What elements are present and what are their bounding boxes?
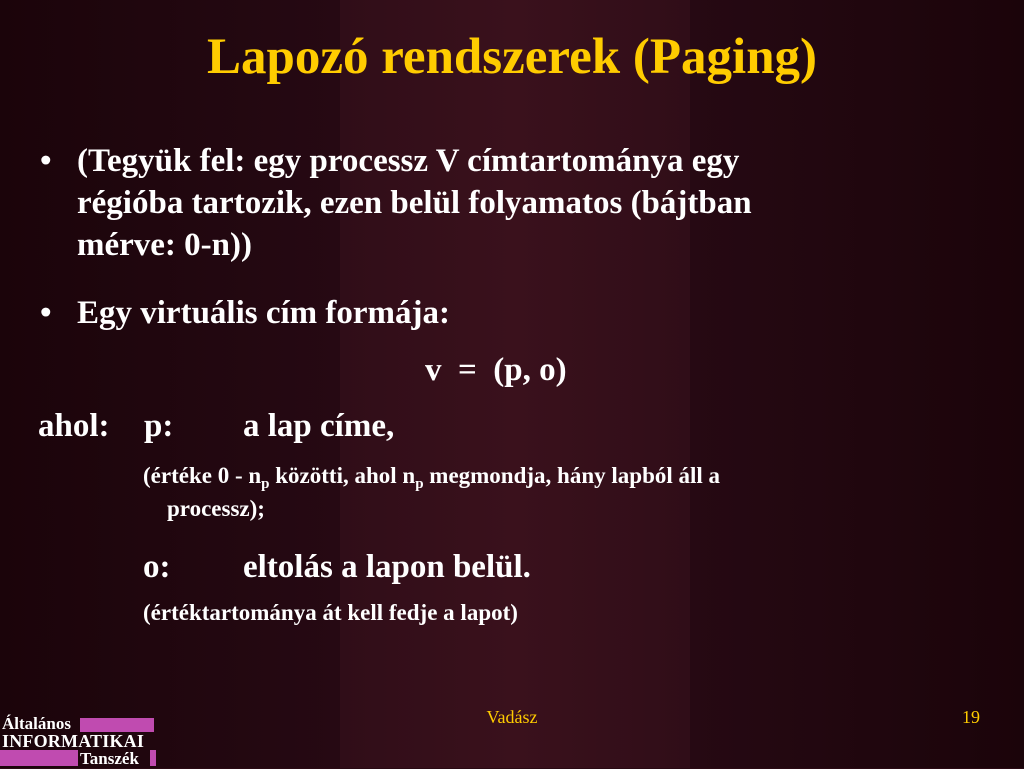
bullet-text <box>77 292 450 334</box>
department-logo <box>0 714 156 768</box>
footer-page-number: 19 <box>962 707 980 727</box>
bullet-line: mérve: 0-n)) <box>77 227 252 263</box>
p-note-subscript: p <box>261 476 270 492</box>
slide-title: Lapozó rendszerek (Paging) <box>206 29 818 85</box>
bullet-assumption <box>40 140 980 270</box>
bullet-line: régióba tartozik, ezen belül folyamatos (bájtban <box>77 185 752 221</box>
p-note-subscript: p <box>415 476 424 492</box>
logo-accent-bar <box>80 718 154 732</box>
footer-author: Vadász <box>486 707 538 727</box>
where-lead: ahol: <box>38 408 110 444</box>
logo-line-3: Tanszék <box>80 749 139 768</box>
p-label: p: <box>144 408 174 444</box>
logo-line-1: Általános <box>2 714 71 733</box>
p-description: a lap címe, <box>243 408 395 444</box>
bullet-text <box>77 140 752 266</box>
bullet-line: (Tegyük fel: egy processz V címtartománya egy <box>77 143 740 179</box>
logo-line-2: INFORMATIKAI <box>2 731 145 751</box>
bullet-marker: • <box>40 143 52 179</box>
o-note: (értéktartománya át kell fedje a lapot) <box>143 600 518 625</box>
bullet-line: Egy virtuális cím formája: <box>77 295 451 331</box>
bullet-marker: • <box>40 295 52 331</box>
p-note-continued: processz); <box>167 496 265 521</box>
address-formula: v = (p, o) <box>425 352 567 388</box>
p-note-part: közötti, ahol n <box>269 463 416 488</box>
logo-accent-bar <box>0 750 78 766</box>
o-description: eltolás a lapon belül. <box>243 549 531 585</box>
p-note-part: (értéke 0 - n <box>143 463 262 488</box>
bullet-virtual-address <box>40 292 980 334</box>
p-note-part: megmondja, hány lapból áll a <box>423 463 721 488</box>
o-label: o: <box>143 549 171 585</box>
logo-accent-bar <box>150 750 156 766</box>
